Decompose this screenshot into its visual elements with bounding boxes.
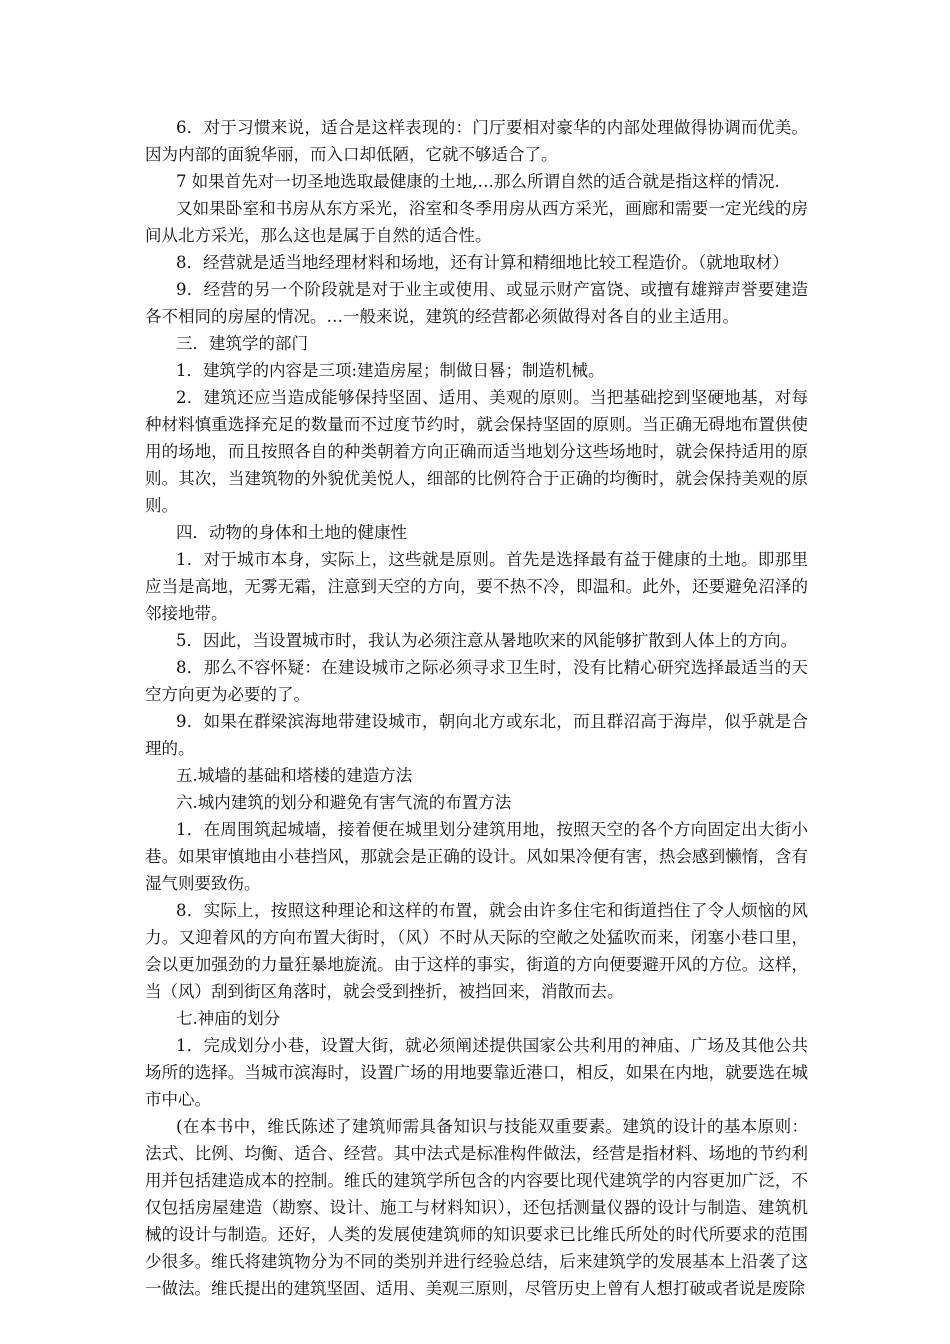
paragraph-7-healthy-site: 7 如果首先对一切圣地选取最健康的土地,…那么所谓自然的适合就是指这样的情况.: [176, 172, 780, 191]
paragraph-lighting: 又如果卧室和书房从东方采光，浴室和冬季用房从西方采光，画廊和需要一定光线的房间从北方采光，那么这也是属于自然的适合性。: [145, 199, 808, 245]
section-heading-5: 五.城墙的基础和塔楼的建造方法: [176, 766, 413, 785]
section-heading-3: 三．建筑学的部门: [176, 334, 308, 353]
section-heading-4: 四．动物的身体和土地的健康性: [176, 523, 407, 542]
paragraph-4-1: 1．对于城市本身，实际上，这些就是原则。首先是选择最有益于健康的土地。即那里应当是高地，无雾无霜，注意到天空的方向，要不热不冷，即温和。此外，还要避免沼泽的邻接地带。: [145, 550, 808, 623]
paragraph-6-1: 1．在周围筑起城墙，接着便在城里划分建筑用地，按照天空的各个方向固定出大街小巷。如果审慎地由小巷挡风，那就会是正确的设计。风如果冷便有害，热会感到懒惰，含有湿气则要致伤。: [145, 820, 808, 893]
paragraph-4-9: 9．如果在群梁滨海地带建设城市，朝向北方或东北，而且群沼高于海岸，似乎就是合理的。: [145, 712, 808, 758]
paragraph-7-1: 1．完成划分小巷，设置大街，就必须阐述提供国家公共利用的神庙、广场及其他公共场所的选择。当城市滨海时，设置广场的用地要靠近港口，相反，如果在内地，就要选在城市中心。: [145, 1036, 808, 1109]
paragraph-6-decorum: 6．对于习惯来说，适合是这样表现的：门厅要相对豪华的内部处理做得协调而优美。因为内部的面貌华丽，而入口却低陋，它就不够适合了。: [145, 118, 808, 164]
paragraph-commentary: (在本书中，维氏陈述了建筑师需具备知识与技能双重要素。建筑的设计的基本原则：法式、比例、均衡、适合、经营。其中法式是标准构件做法，经营是指材料、场地的节约利用并包括建造成本的控制。维氏的建筑学所包含的内容要比现代建筑学的内容更加广泛，不仅包括房屋建造（勘察、设计、施工与材料知识），还包括测量仪器的设计与制造、建筑机械的设计与制造。还好，人类的发展使建筑师的知识要求已比维氏所处的时代所要求的范围少很多。维氏将建筑物分为不同的类别并进行经验总结，后来建筑学的发展基本上沿袭了这一做法。维氏提出的建筑坚固、适用、美观三原则，尽管历史上曾有人想打破或者说是废除: [145, 1117, 808, 1298]
paragraph-8-economy: 8．经营就是适当地经理材料和场地，还有计算和精细地比较工程造价。（就地取材）: [176, 253, 789, 272]
paragraph-3-2: 2．建筑还应当造成能够保持坚固、适用、美观的原则。当把基础挖到坚硬地基，对每种材料慎重选择充足的数量而不过度节约时，就会保持坚固的原则。当正确无碍地布置供使用的场地，而且按照各自的种类朝着方向正确而适当地划分这些场地时，就会保持适用的原则。其次，当建筑物的外貌优美悦人，细部的比例符合于正确的均衡时，就会保持美观的原则。: [145, 388, 808, 515]
document-page: [145, 114, 808, 1302]
paragraph-3-1: 1．建筑学的内容是三项:建造房屋；制做日晷；制造机械。: [176, 361, 605, 380]
paragraph-4-5: 5．因此，当设置城市时，我认为必须注意从暑地吹来的风能够扩散到人体上的方向。: [176, 631, 797, 650]
paragraph-6-8: 8．实际上，按照这种理论和这样的布置，就会由许多住宅和街道挡住了令人烦恼的风力。又迎着风的方向布置大街时，（风）不时从天际的空敞之处猛吹而来，闭塞小巷口里，会以更加强劲的力量狂暴地旋流。由于这样的事实，街道的方向便要避开风的方位。这样，当（风）刮到街区角落时，就会受到挫折，被挡回来，消散而去。: [145, 901, 808, 1001]
paragraph-9-economy: 9．经营的另一个阶段就是对于业主或使用、或显示财产富饶、或擅有雄辩声誉要建造各不相同的房屋的情况。…一般来说，建筑的经营都必须做得对各自的业主适用。: [145, 280, 808, 326]
section-heading-6: 六.城内建筑的划分和避免有害气流的布置方法: [176, 793, 512, 812]
paragraph-4-8: 8．那么不容怀疑：在建设城市之际必须寻求卫生时，没有比精心研究选择最适当的天空方向更为必要的了。: [145, 658, 808, 704]
section-heading-7: 七.神庙的划分: [176, 1009, 281, 1028]
